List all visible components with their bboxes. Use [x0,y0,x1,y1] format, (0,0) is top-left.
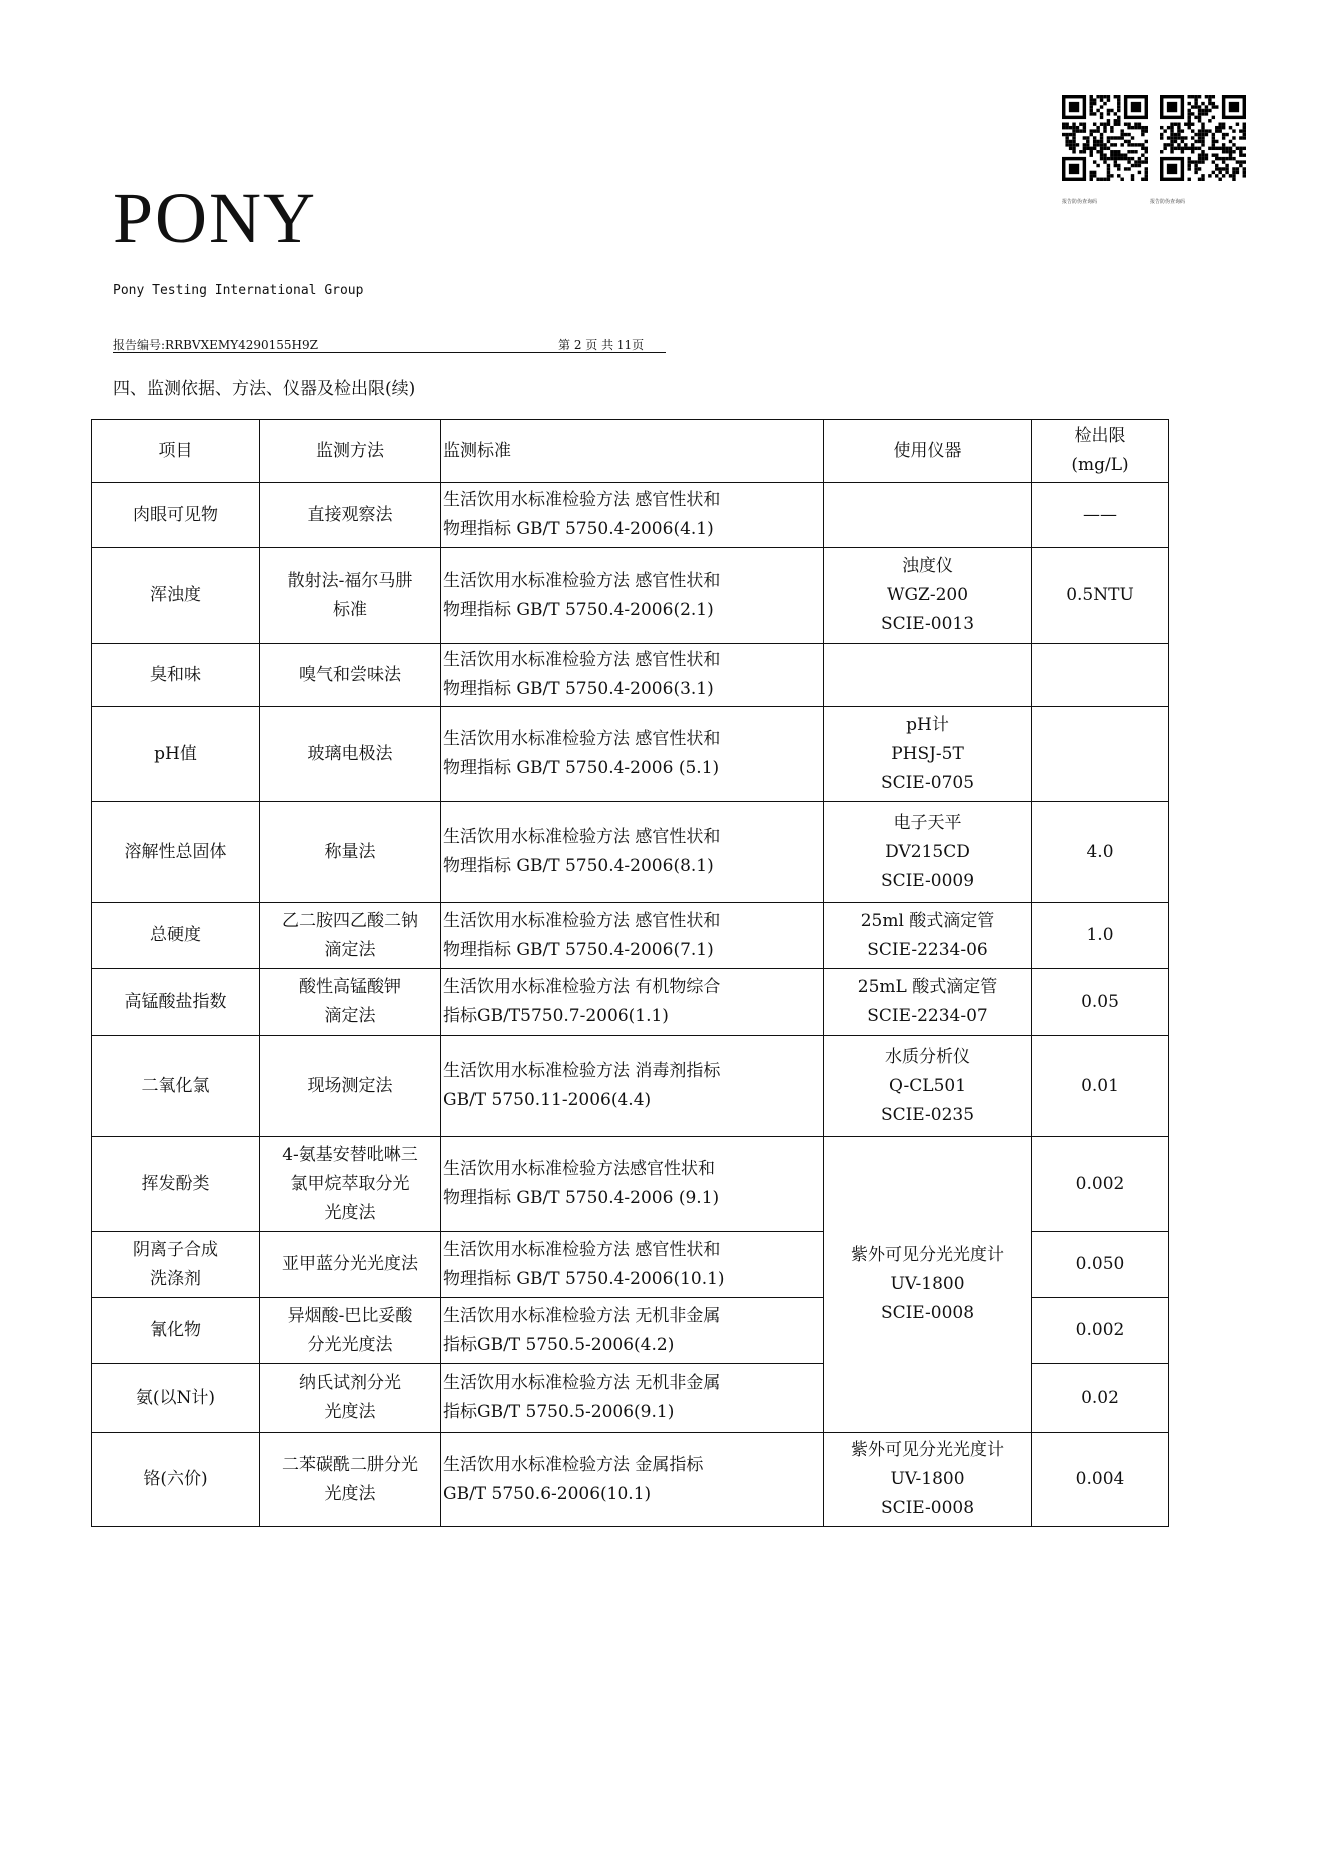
item-cell [92,483,260,548]
standard-cell-line: 指标GB/T 5750.5-2006(4.2) [443,1334,675,1355]
item-cell [92,969,260,1036]
item-cell-line: 铬(六价) [143,1469,208,1489]
instrument-cell-line: 25ml 酸式滴定管 [860,910,995,931]
item-cell-line: 臭和味 [150,664,201,685]
standard-cell [441,707,824,802]
header-limit-label: 检出限 [1074,426,1126,446]
method-cell [260,1298,441,1364]
report-info-line [113,336,666,353]
item-cell [92,644,260,707]
table-row [92,1137,1169,1232]
qr-caption-1: 报告防伪查询码 [1062,199,1098,205]
limit-cell [1032,707,1169,802]
instrument-cell-line: 25mL 酸式滴定管 [857,977,998,997]
item-cell-line: 阴离子合成 [133,1239,218,1260]
item-cell-line: 总硬度 [150,925,201,945]
company-logo: PONY [113,178,318,258]
instrument-cell-line: pH计 [906,714,949,735]
header-instrument: 使用仪器 [824,420,1032,483]
item-cell-line: 高锰酸盐指数 [124,991,227,1012]
method-cell [260,1137,441,1232]
limit-cell: 4.0 [1032,802,1169,903]
instrument-cell-line: Q-CL501 [888,1075,967,1096]
limit-cell: 0.01 [1032,1036,1169,1137]
limit-cell: 0.050 [1032,1232,1169,1298]
method-cell-line: 直接观察法 [307,504,393,525]
item-cell [92,548,260,644]
method-cell [260,483,441,548]
method-cell-line: 光度法 [324,1202,376,1223]
instrument-cell-line: SCIE-2234-07 [867,1006,988,1026]
table-row [92,548,1169,644]
standard-cell-line: GB/T 5750.11-2006(4.4) [443,1090,652,1110]
header-standard: 监测标准 [441,420,824,483]
method-cell [260,1036,441,1137]
instrument-cell-merged [824,1137,1032,1433]
method-cell-line: 滴定法 [324,939,376,960]
method-cell-line: 现场测定法 [307,1075,393,1096]
header-item: 项目 [92,420,260,483]
item-cell [92,903,260,969]
standard-cell-line: 生活饮用水标准检验方法 有机物综合 [443,977,721,997]
standard-cell [441,802,824,903]
standard-cell [441,903,824,969]
limit-cell: 0.002 [1032,1137,1169,1232]
standard-cell-line: 生活饮用水标准检验方法 感官性状和 [443,490,721,510]
item-cell-line: 二氧化氯 [141,1075,210,1096]
method-cell [260,1433,441,1527]
table-row [92,644,1169,707]
instrument-cell-line: 电子天平 [893,812,962,833]
method-cell-line: 亚甲蓝分光光度法 [282,1254,418,1274]
method-cell-line: 滴定法 [324,1006,376,1026]
standard-cell-line: GB/T 5750.6-2006(10.1) [443,1483,652,1504]
standard-cell [441,1232,824,1298]
instrument-cell [824,707,1032,802]
qr-code-2 [1160,95,1246,181]
instrument-cell [824,1036,1032,1137]
standard-cell-line: 物理指标 GB/T 5750.4-2006 (9.1) [443,1188,720,1208]
instrument-cell-line: 浊度仪 [902,556,953,576]
item-cell-line: 氨(以N计) [135,1387,216,1408]
standard-cell [441,548,824,644]
standard-cell-line: 物理指标 GB/T 5750.4-2006(3.1) [443,679,714,699]
item-cell-line: 溶解性总固体 [124,841,227,862]
instrument-cell [824,802,1032,903]
instrument-cell-line: DV215CD [885,841,970,862]
method-cell-line: 酸性高锰酸钾 [299,977,401,997]
instrument-cell-line: SCIE-0705 [880,772,975,793]
section-title: 四、监测依据、方法、仪器及检出限(续) [113,379,416,399]
method-cell [260,903,441,969]
item-cell [92,1232,260,1298]
method-cell-line: 光度法 [324,1483,376,1504]
table-row [92,1433,1169,1527]
item-cell-line: pH值 [154,743,197,764]
item-cell-line: 洗涤剂 [150,1268,201,1289]
table-header-row [92,420,1169,483]
standard-cell-line: 物理指标 GB/T 5750.4-2006(2.1) [443,599,714,620]
standard-cell-line: 物理指标 GB/T 5750.4-2006(4.1) [443,519,714,539]
method-cell-line: 乙二胺四乙酸二钠 [282,910,418,931]
instrument-cell-merged-line: UV-1800 [890,1274,965,1294]
standard-cell-line: 生活饮用水标准检验方法感官性状和 [443,1159,715,1179]
limit-cell [1032,644,1169,707]
method-cell-line: 异烟酸-巴比妥酸 [287,1305,413,1326]
header-method: 监测方法 [260,420,441,483]
standard-cell [441,1036,824,1137]
standard-cell-line: 生活饮用水标准检验方法 感官性状和 [443,827,721,847]
standard-cell-line: 生活饮用水标准检验方法 消毒剂指标 [443,1061,721,1081]
method-cell [260,969,441,1036]
instrument-cell-line: SCIE-0008 [880,1498,975,1518]
item-cell-line: 肉眼可见物 [133,504,218,525]
instrument-cell-line: PHSJ-5T [891,743,964,764]
standard-cell-line: 物理指标 GB/T 5750.4-2006(8.1) [443,856,714,876]
item-cell-line: 挥发酚类 [141,1173,210,1194]
standard-cell-line: 生活饮用水标准检验方法 感官性状和 [443,650,721,670]
instrument-cell [824,1433,1032,1527]
method-cell-line: 纳氏试剂分光 [299,1373,401,1393]
qr-code-1 [1062,95,1148,181]
method-cell-line: 氯甲烷萃取分光 [290,1173,410,1194]
method-cell [260,707,441,802]
table-row [92,707,1169,802]
standard-cell-line: 物理指标 GB/T 5750.4-2006(10.1) [443,1268,725,1289]
standard-cell-line: 生活饮用水标准检验方法 感官性状和 [443,910,721,931]
item-cell [92,1036,260,1137]
method-cell-line: 分光光度法 [307,1334,393,1355]
item-cell [92,1433,260,1527]
standard-cell-line: 生活饮用水标准检验方法 感官性状和 [443,570,721,591]
instrument-cell-line: 水质分析仪 [885,1046,970,1067]
instrument-cell-merged-line: SCIE-0008 [880,1303,975,1323]
standard-cell-line: 物理指标 GB/T 5750.4-2006(7.1) [443,939,714,960]
limit-cell: —— [1032,483,1169,548]
company-subtitle: Pony Testing International Group [113,283,364,298]
method-cell-line: 称量法 [324,841,376,862]
standard-cell [441,1433,824,1527]
instrument-cell-line: SCIE-0009 [880,870,975,891]
limit-cell: 1.0 [1032,903,1169,969]
item-cell [92,707,260,802]
item-cell [92,1364,260,1433]
header-limit-unit: (mg/L) [1071,455,1129,475]
instrument-cell-line: SCIE-0013 [880,614,975,634]
method-cell-line: 4-氨基安替吡啉三 [282,1144,418,1165]
instrument-cell-line: SCIE-0235 [880,1104,975,1125]
standard-cell-line: 生活饮用水标准检验方法 感官性状和 [443,729,721,749]
table-row [92,802,1169,903]
item-cell [92,1137,260,1232]
method-cell [260,1364,441,1433]
report-number: 报告编号:RRBVXEMY4290155H9Z [113,338,318,352]
instrument-cell [824,969,1032,1036]
standard-cell-line: 指标GB/T 5750.5-2006(9.1) [443,1402,675,1422]
instrument-cell-line: SCIE-2234-06 [867,939,988,960]
standard-cell [441,1298,824,1364]
method-cell-line: 嗅气和尝味法 [299,664,401,685]
monitoring-table [91,419,1169,1527]
limit-cell: 0.05 [1032,969,1169,1036]
table-row [92,1036,1169,1137]
instrument-cell [824,548,1032,644]
standard-cell-line: 物理指标 GB/T 5750.4-2006 (5.1) [443,758,720,778]
limit-cell: 0.004 [1032,1433,1169,1527]
instrument-cell-line: UV-1800 [890,1469,965,1489]
method-cell [260,548,441,644]
instrument-cell-line: WGZ-200 [886,585,969,605]
limit-cell: 0.02 [1032,1364,1169,1433]
standard-cell-line: 生活饮用水标准检验方法 金属指标 [443,1454,704,1475]
header-limit [1032,420,1169,483]
limit-cell: 0.5NTU [1032,548,1169,644]
instrument-cell-merged-line: 紫外可见分光光度计 [851,1245,1004,1265]
standard-cell [441,1364,824,1433]
item-cell-line: 浑浊度 [150,585,201,605]
method-cell [260,1232,441,1298]
instrument-cell [824,644,1032,707]
item-cell [92,1298,260,1364]
standard-cell [441,1137,824,1232]
standard-cell-line: 生活饮用水标准检验方法 感官性状和 [443,1239,721,1260]
page-info: 第 2 页 共 11页 [558,338,645,352]
instrument-cell-line: 紫外可见分光光度计 [851,1440,1004,1460]
table-row [92,483,1169,548]
table-row [92,903,1169,969]
limit-cell: 0.002 [1032,1298,1169,1364]
standard-cell-line: 生活饮用水标准检验方法 无机非金属 [443,1305,721,1326]
item-cell-line: 氰化物 [150,1320,201,1340]
method-cell-line: 玻璃电极法 [307,743,393,764]
qr-caption-2: 报告防伪查询码 [1150,199,1186,205]
table-row [92,969,1169,1036]
method-cell-line: 散射法-福尔马肼 [287,570,413,591]
standard-cell-line: 指标GB/T5750.7-2006(1.1) [443,1006,669,1026]
method-cell [260,802,441,903]
standard-cell [441,644,824,707]
method-cell [260,644,441,707]
method-cell-line: 标准 [333,599,367,620]
standard-cell-line: 生活饮用水标准检验方法 无机非金属 [443,1373,721,1393]
method-cell-line: 二苯碳酰二肼分光 [282,1454,418,1475]
standard-cell [441,969,824,1036]
instrument-cell [824,903,1032,969]
instrument-cell [824,483,1032,548]
item-cell [92,802,260,903]
method-cell-line: 光度法 [324,1402,376,1422]
standard-cell [441,483,824,548]
